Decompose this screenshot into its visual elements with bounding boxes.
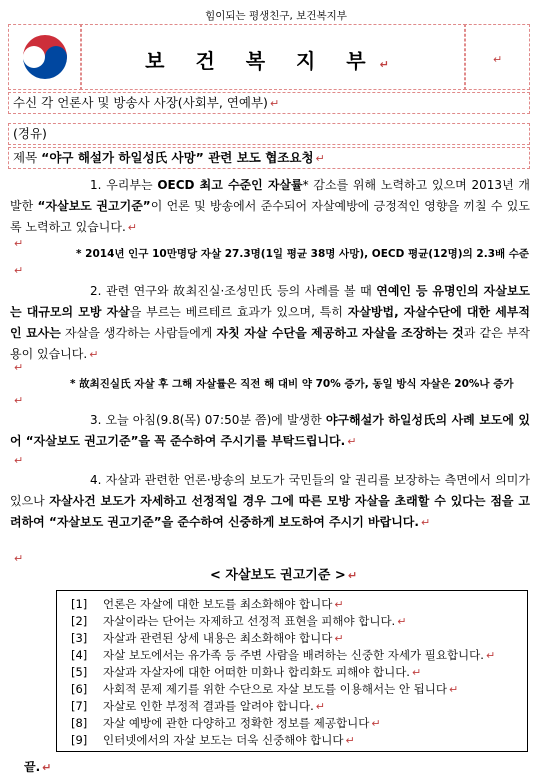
return-mark: ↵ [420, 516, 431, 529]
paragraph-4-text [10, 473, 530, 529]
text-run: 1. 우리부는 [90, 178, 158, 192]
paragraph-2-text [10, 284, 530, 361]
return-mark: ↵ [345, 734, 355, 747]
return-mark: ↵ [42, 761, 52, 774]
return-mark: ↵ [14, 264, 24, 277]
recipient-value: 각 언론사 및 방송사 사장(사회부, 연예부) [41, 95, 268, 110]
return-mark: ↵ [315, 152, 325, 165]
guideline-text: 자살이라는 단어는 자제하고 선정적 표현을 피해야 합니다. [103, 614, 396, 628]
guideline-number: [6] [71, 682, 88, 696]
end-mark [24, 758, 51, 775]
guideline-item [71, 648, 495, 663]
text-run: 2. 관련 연구와 故최진실·조성민氏 등의 사례를 볼 때 [90, 284, 377, 298]
return-mark: ↵ [347, 569, 358, 582]
text-run: 연예인 등 유명인의 자살보도는 대규모의 모방 자살 [10, 284, 530, 319]
guideline-item [71, 597, 344, 612]
text-run: 야구해설가 하일성氏의 사례 보도에 있어 “자살보도 권고기준”을 꼭 준수하여 주시기를 부탁드립니다. [10, 413, 530, 448]
text-run: OECD 최고 수준인 자살률 [157, 178, 303, 192]
return-mark: ↵ [14, 394, 24, 407]
guideline-item [71, 716, 381, 731]
text-run: 자살방법, 자살수단에 대한 세부적인 묘사는 [10, 305, 530, 340]
via-row [8, 123, 530, 145]
guideline-number: [3] [71, 631, 88, 645]
guideline-item [71, 699, 325, 714]
via-label: (경유) [13, 126, 47, 141]
return-mark: ↵ [89, 348, 99, 361]
guideline-text: 자살과 자살자에 대한 어떠한 미화나 합리화도 피해야 합니다. [103, 665, 410, 679]
guideline-text: 인터넷에서의 자살 보도는 더욱 신중해야 합니다 [103, 733, 344, 747]
guideline-number: [2] [71, 614, 88, 628]
return-mark: ↵ [315, 700, 326, 713]
return-mark: ↵ [334, 632, 344, 645]
guideline-number: [9] [71, 733, 88, 747]
return-mark: ↵ [14, 237, 24, 250]
subject-label: 제목 [13, 150, 38, 165]
guideline-item [71, 733, 355, 748]
guideline-number: [1] [71, 597, 88, 611]
text-run: 자살을 생각하는 사람들에게 [60, 326, 217, 340]
guideline-number: [7] [71, 699, 88, 713]
end-text: 끝. [24, 760, 41, 774]
ministry-logo [15, 27, 75, 87]
text-run: 자칫 자살 수단을 제공하고 자살을 조장하는 것 [216, 326, 464, 340]
guideline-item [71, 665, 421, 680]
subject-value: “야구 해설가 하일성氏 사망” 관련 보도 협조요청 [41, 150, 314, 165]
text-run: 이 언론 및 방송에서 준수되어 자살예방에 긍정적인 영향을 끼칠 수 있도록 노력하고 있습니다. [10, 199, 530, 234]
text-run: “자살보도 권고기준” [37, 199, 151, 213]
paragraph-3 [10, 410, 530, 452]
return-mark: ↵ [14, 361, 24, 374]
footnote-2-text: * 故최진실氏 자살 후 그해 자살률은 직전 해 대비 약 70% 증가, 동일 방식 자살은 20%나 증가 [70, 378, 514, 390]
paragraph-3-text [10, 413, 530, 448]
guideline-text: 자살 예방에 관한 다양하고 정확한 정보를 제공합니다 [103, 716, 370, 730]
guideline-item [71, 614, 406, 629]
right-cell [464, 24, 530, 90]
paragraph-4 [10, 470, 530, 533]
return-mark: ↵ [371, 717, 381, 730]
return-mark: ↵ [14, 552, 24, 565]
guideline-item [71, 682, 458, 697]
footnote-1-text: * 2014년 인구 10만명당 자살 27.3명(1일 평균 38명 사망), OECD 평균(12명)의 2.3배 수준 [76, 248, 530, 260]
recipient-row [8, 92, 530, 114]
text-run: 을 부르는 베르테르 효과가 있으며, 특히 [129, 305, 348, 319]
subject-row [8, 147, 530, 169]
return-mark: ↵ [485, 649, 496, 662]
paragraph-1 [10, 175, 530, 238]
paragraph-2 [10, 281, 530, 365]
return-mark: ↵ [347, 435, 357, 448]
guideline-text: 사회적 문제 제기를 위한 수단으로 자살 보도를 이용해서는 안 됩니다 [103, 682, 447, 696]
guidelines-title [210, 564, 357, 583]
title-cell [80, 24, 466, 90]
footnote-1 [76, 246, 529, 261]
return-mark: ↵ [127, 221, 137, 234]
return-mark: ↵ [448, 683, 459, 696]
return-mark: ↵ [493, 53, 503, 66]
footnote-2 [70, 376, 514, 391]
text-run: * 감소를 위해 노력하고 있으며 2013년 개발한 [10, 178, 531, 213]
return-mark: ↵ [269, 97, 280, 110]
guidelines-title-text: < 자살보도 권고기준 > [210, 568, 346, 583]
motto: 힘이되는 평생친구, 보건복지부 [205, 10, 347, 22]
logo-cell [8, 24, 82, 90]
ministry-name-text: 보 건 복 지 부 [145, 49, 378, 73]
text-run: 4. 자살과 관련한 언론·방송의 보도가 국민들의 알 권리를 보장하는 측면에서 의미가 있으나 [10, 473, 530, 508]
guideline-text: 자살과 관련된 상세 내용은 최소화해야 합니다 [103, 631, 333, 645]
return-mark: ↵ [411, 666, 422, 679]
guideline-number: [4] [71, 648, 88, 662]
guideline-text: 자살 보도에서는 유가족 등 주변 사람을 배려하는 신중한 자세가 필요합니다. [103, 648, 484, 662]
return-mark: ↵ [334, 598, 344, 611]
return-mark: ↵ [14, 454, 24, 467]
guideline-text: 자살로 인한 부정적 결과를 알려야 합니다. [103, 699, 314, 713]
guideline-number: [8] [71, 716, 88, 730]
return-mark: ↵ [379, 58, 401, 71]
ministry-name [81, 45, 465, 74]
guidelines-box [56, 590, 528, 752]
text-run: 과 같은 부작용이 있습니다. [10, 326, 530, 361]
text-run: 자살사건 보도가 자세하고 선정적일 경우 그에 따른 모방 자살을 초래할 수 있다는 점을 고려하여 “자살보도 권고기준”을 준수하여 신중하게 보도하여 주시기 바랍니다. [10, 494, 530, 529]
return-mark: ↵ [397, 615, 407, 628]
guideline-item [71, 631, 344, 646]
paragraph-1-text [10, 178, 530, 234]
guideline-text: 언론은 자살에 대한 보도를 최소화해야 합니다 [103, 597, 333, 611]
recipient-label: 수신 [13, 95, 38, 110]
text-run: 3. 오늘 아침(9.8(목) 07:50분 쯤)에 발생한 [90, 413, 326, 427]
guideline-number: [5] [71, 665, 88, 679]
